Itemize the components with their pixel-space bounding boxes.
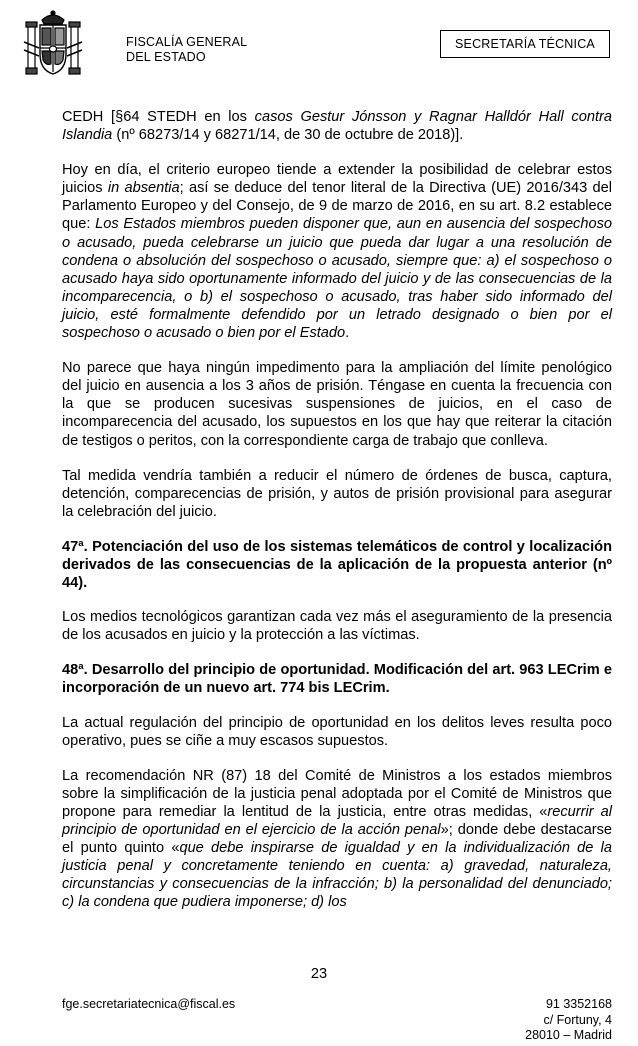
text-run: La recomendación NR (87) 18 del Comité de Ministros a los estados miembros sobre la simplificación de la justicia penal adoptada por el Comité de Ministros que propone para remediar la lentitud de la justicia, entre otras medidas, «	[62, 767, 612, 820]
text-run: »; donde debe destacarse el punto quinto «	[62, 822, 612, 857]
text-run: Hoy en día, el criterio europeo tiende a extender la posibilidad de celebrar estos juicios	[62, 162, 612, 197]
paragraph-orders: Tal medida vendría también a reducir el número de órdenes de busca, captura, detención, comparecencias de prisión, y autos de prisión provisional para asegurar la celebración del juicio.	[62, 467, 612, 520]
paragraph-current-regulation: La actual regulación del principio de oportunidad en los delitos leves resulta poco operativo, pues se ciñe a muy escasos supuestos.	[62, 714, 612, 749]
footer-phone: 91 3352168	[545, 997, 612, 1011]
paragraph-cedh	[62, 108, 612, 144]
footer-contact	[525, 997, 612, 1044]
paragraph-recommendation	[62, 767, 612, 912]
paragraph-penological-limit: No parece que haya ningún impedimento para la ampliación del límite penológico del juicio en ausencia a los 3 años de prisión. Téngase en cuenta la frecuencia con la que se producen sucesivas suspensiones de juicios, en el caso de incomparecencia del acusado, los supuestos en los que hay que reiterar la citación de testigos o peritos, con la correspondiente carga de trabajo que conlleva.	[62, 360, 612, 449]
heading-48: 48ª. Desarrollo del principio de oportunidad. Modificación del art. 963 LECrim e incorporación de un nuevo art. 774 bis LECrim.	[62, 662, 612, 697]
italic-run: in absentia	[107, 180, 180, 197]
document-body	[62, 108, 612, 928]
italic-run: Los Estados miembros pueden disponer que, aun en ausencia del sospechoso o acusado, pueda celebrarse un juicio que pueda dar lugar a una resolución de condena o absolución del sospechoso o acusado, siempre que: a) el sospechoso o acusado haya sido oportunamente informado del juicio y de las consecuencias de la incomparecencia, o b) el sospechoso o acusado, tras haber sido informado del juicio, esté formalmente defendido por un letrado designado o bien por el sospechoso o acusado o bien por el Estado	[62, 216, 612, 342]
organization-name-line-2: DEL ESTADO	[126, 50, 206, 64]
footer-address-street: c/ Fortuny, 4	[543, 1012, 612, 1027]
paragraph-technology: Los medios tecnológicos garantizan cada vez más el aseguramiento de la presencia de los acusados en juicio y la protección a las víctimas.	[62, 609, 612, 644]
paragraph-directive	[62, 161, 612, 342]
text-run: CEDH [§64 STEDH en los	[62, 109, 255, 125]
organization-name	[126, 35, 247, 65]
text-run: .	[345, 325, 350, 342]
text-run: ; así se deduce del tenor literal de la Directiva (UE) 2016/343 del Parlamento Europeo y del Consejo, de 9 de marzo de 2016, en su art. 8.2 establece que:	[62, 180, 613, 233]
coat-of-arms-icon	[22, 8, 84, 80]
page-number: 23	[310, 966, 328, 982]
footer-email: fge.secretariatecnica@fiscal.es	[62, 997, 236, 1011]
italic-run: que debe inspirarse de igualdad y en la individualización de la justicia penal y concretamente teniendo en cuenta: a) gravedad, naturaleza, circunstancias y consecuencias de la infracción; b) la personalidad del denunciado; c) la condena que pudiera imponerse; d) los	[62, 840, 613, 911]
italic-run: casos Gestur Jónsson y Ragnar Halldór Hall contra Islandia	[62, 109, 612, 144]
footer-address-city: 28010 – Madrid	[525, 1028, 612, 1042]
department-badge: SECRETARÍA TÉCNICA	[440, 30, 610, 58]
text-run: (nº 68273/14 y 68271/14, de 30 de octubre de 2018)].	[112, 127, 464, 144]
heading-47: 47ª. Potenciación del uso de los sistemas telemáticos de control y localización derivados de las consecuencias de la aplicación de la propuesta anterior (nº 44).	[62, 538, 612, 592]
italic-run: recurrir al principio de oportunidad en el ejercicio de la acción penal	[62, 803, 612, 838]
organization-name-line-1: FISCALÍA GENERAL	[126, 35, 248, 49]
